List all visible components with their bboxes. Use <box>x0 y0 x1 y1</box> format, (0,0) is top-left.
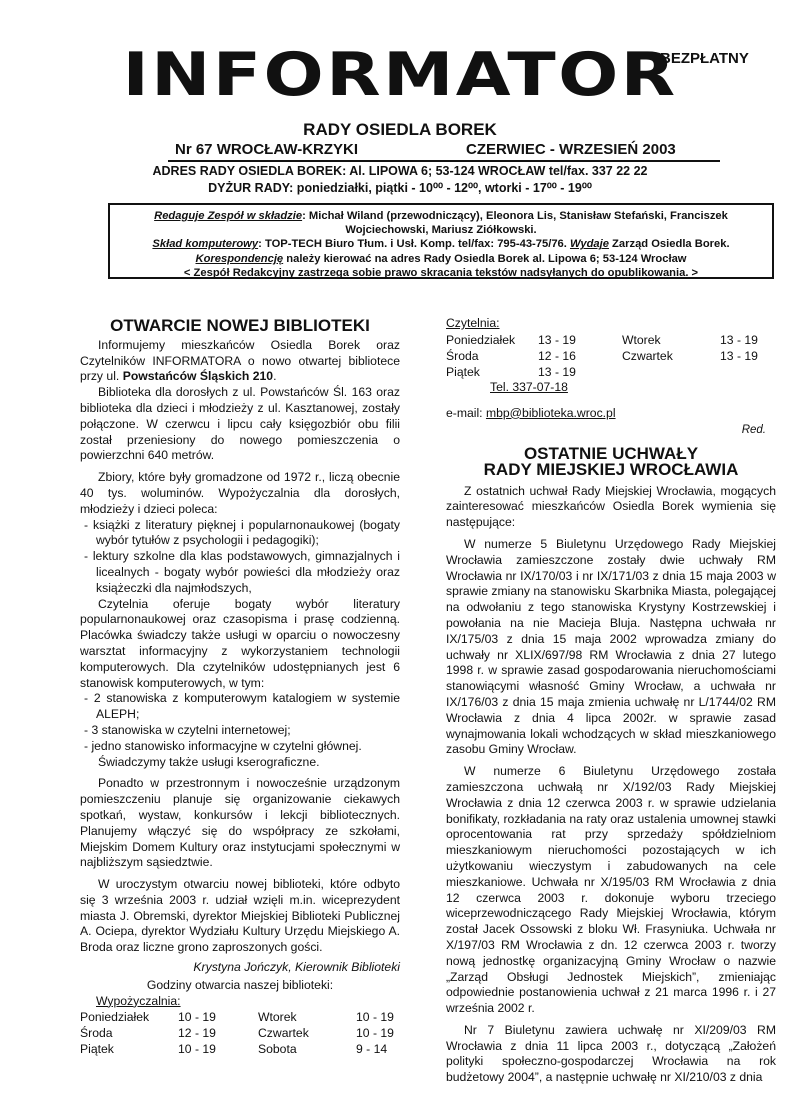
article-library-title: OTWARCIE NOWEJ BIBLIOTEKI <box>110 316 370 335</box>
list-item: - lektury szkolne dla klas podstawowych, gimnazjalnych i licealnych - bogaty wybór powieści dla młodzieży oraz książeczki dla najmłodszych, <box>84 549 400 595</box>
list-item: - książki z literatury pięknej i popularnonaukowej (bogaty wybór tytułów z psychologii i pedagogiki); <box>84 517 400 548</box>
typeset-label: Skład komputerowy <box>152 238 259 251</box>
table-row: Środa 12 - 16 Czwartek 13 - 19 <box>446 348 758 363</box>
correspondence-label: Korespondencję <box>195 252 284 265</box>
table-row: Poniedziałek 10 - 19 Wtorek 10 - 19 <box>80 1010 394 1025</box>
editorial-box <box>108 203 774 279</box>
council-address: ADRES RADY OSIEDLA BOREK: Al. LIPOWA 6; 53-124 WROCŁAW tel/fax. 337 22 22 <box>152 164 648 178</box>
subtitle: RADY OSIEDLA BOREK <box>303 120 497 139</box>
library-phone: Tel. 337-07-18 <box>490 379 568 394</box>
masthead-title: INFORMATOR <box>122 40 678 110</box>
article-resolutions <box>446 446 776 1086</box>
header-divider <box>168 160 720 162</box>
duty-hours: DYŻUR RADY: poniedziałki, piątki - 10⁰⁰ - 12⁰⁰, wtorki - 17⁰⁰ - 19⁰⁰ <box>208 181 592 195</box>
article-library <box>80 318 400 1057</box>
editorial-note: < Zespół Redakcyjny zastrzega sobie prawo skracania tekstów nadsyłanych do opublikowania. > <box>183 266 699 279</box>
library-email-link[interactable]: mbp@biblioteka.wroc.pl <box>485 405 616 420</box>
publisher-label: Wydaje <box>569 238 609 251</box>
paragraph: Ponadto w przestronnym i nowocześnie urządzonym pomieszczeniu planuje się organizowanie ciekawych spotkań, wystaw, konkursów i lekcji bibliotecznych. Planujemy włączyć się do współpracy ze szkołami, Miejskim Domem Kultury oraz instytucjami społecznymi w najbliższym sąsiedztwie. <box>80 776 400 870</box>
paragraph: Czytelnia oferuje bogaty wybór literatury popularnonaukowej oraz czasopisma i prasę codzienną. Placówka świadczy także usługi w oparciu o nowoczesny warsztat informacyjny z wykorzystaniem technologii komputerowych. Dla czytelników udostępnianych jest 6 stanowisk komputerowych, w tym: <box>80 596 400 690</box>
paragraph: Biblioteka dla dorosłych z ul. Powstańców Śl. 163 oraz biblioteka dla dzieci i młodzieży z ul. Kasztanowej, zostały połączone. W czerwcu i lipcu cały księgozbiór obu filii został przeniesiony do nowego pomieszczenia o powierzchni 640 metrów. <box>80 385 400 463</box>
publisher-text: Zarząd Osiedla Borek. <box>608 238 730 251</box>
reading-room-hours <box>446 316 766 439</box>
typeset-text: : TOP-TECH Biuro Tłum. i Usł. Komp. tel/fax: 795-43-75/76. <box>258 238 567 251</box>
list-item: - 2 stanowiska z komputerowym katalogiem w systemie ALEPH; <box>84 691 400 722</box>
article-resolutions-title-2: RADY MIEJSKIEJ WROCŁAWIA <box>483 459 739 479</box>
editor-signature: Red. <box>741 424 766 437</box>
paragraph: Nr 7 Biuletynu zawiera uchwałę nr XI/209/03 RM Wrocławia z dnia 11 lipca 2003 r., dotyczącą „Założeń polityki społeczno-gospodarczej Wrocławia na rok budżetowy 2004”, a następnie uchwałę nr XI/210/03 z dnia <box>446 1022 776 1085</box>
paragraph: Świadczymy także usługi kserograficzne. <box>98 754 320 769</box>
free-label: BEZPŁATNY <box>660 50 749 67</box>
article-resolutions-title-1: OSTATNIE UCHWAŁY <box>523 444 699 463</box>
table-row: Środa 12 - 19 Czwartek 10 - 19 <box>80 1026 394 1041</box>
paragraph: Informujemy mieszkańców Osiedla Borek oraz Czytelników INFORMATORA o nowo otwartej bibliotece przy ul. Powstańców Śląskich 210. <box>80 337 400 384</box>
library-email-line <box>446 406 766 422</box>
table-row: Piątek 10 - 19 Sobota 9 - 14 <box>80 1042 388 1057</box>
paragraph: Z ostatnich uchwał Rady Miejskiej Wrocławia, mogących zainteresować mieszkańców Osiedla Borek wymienia się następujące: <box>446 483 776 530</box>
lending-label: Wypożyczalnia: <box>96 993 181 1008</box>
reading-label: Czytelnia: <box>446 316 500 330</box>
table-row: Piątek 13 - 19 <box>446 364 576 379</box>
lending-hours-table <box>80 1009 394 1057</box>
reading-hours-table <box>446 332 758 380</box>
hours-title: Godziny otwarcia naszej biblioteki: <box>146 977 334 992</box>
list-item: - jedno stanowisko informacyjne w czytelni głównej. <box>84 738 362 753</box>
paragraph: W uroczystym otwarciu nowej biblioteki, które odbyto się 3 września 2003 r. udział wzięli m.in. wiceprezydent miasta J. Obremski, dyrektor Miejskiej Biblioteki Publicznej A. Ociepa, dyrektor Wydziału Kultury Urzędu Miejskiego A. Broda oraz liczne grono zaproszonych gości. <box>80 877 400 955</box>
paragraph: Zbiory, które były gromadzone od 1972 r., liczą obecnie 40 tys. woluminów. Wypożyczalnia dla dorosłych, młodzieży i dzieci poleca: <box>80 470 400 516</box>
article-signature: Krystyna Jończyk, Kierownik Biblioteki <box>193 960 400 975</box>
correspondence-text: należy kierować na adres Rady Osiedla Borek al. Lipowa 6; 53-124 Wrocław <box>283 252 687 265</box>
issue-date: CZERWIEC - WRZESIEŃ 2003 <box>466 141 676 158</box>
email-label: e-mail: <box>446 405 483 420</box>
issue-number: Nr 67 WROCŁAW-KRZYKI <box>175 141 359 158</box>
team-label: Redaguje Zespół w składzie <box>154 210 303 222</box>
team-text: : Michał Wiland (przewodniczący), Eleonora Lis, Stanisław Stefański, Franciszek Wojciechowski, Mariusz Ziółkowski. <box>302 210 728 237</box>
paragraph: W numerze 5 Biuletynu Urzędowego Rady Miejskiej Wrocławia zamieszczone zostały dwie uchwały RM Wrocławia nr IX/170/03 i nr IX/171/03 z dnia 15 maja 2003 w sprawie zmiany na stanowisku Skarbnika Miasta, polegającej na odwołaniu z tego stanowiska Krystyny Kostrzewskiej i powołania na nie Macieja Bluja. Następna uchwała nr IX/175/03 z dnia 15 maja 2002 wprowadza zmiany do uchwały nr XLIX/697/98 RM Wrocławia z dnia 27 lutego 1998 r. w sprawie zasad gospodarowania nieruchomościami stanowiącymi własność Gminy Wrocław, a uchwała nr IX/176/03 z dnia 15 maja zmienia uchwałę nr L/1744/02 RM Wrocławia z dnia 4 lipca 2002r. w sprawie zasad wynajmowania lokali wchodzących w skład mieszkaniowego zasobu Gminy Wrocław. <box>446 536 776 757</box>
paragraph: W numerze 6 Biuletynu Urzędowego została zamieszczona uchwałą nr X/192/03 Rady Miejskiej Wrocławia z dnia 12 czerwca 2003 r. w sprawie udzielania bonifikaty, rozkładania na raty oraz ustalenia umownej stawki oprocentowania rat przy sprzedaży spółdzielniom mieszkaniowym nieruchomości pozostających w ich użytkowaniu wieczystym i zabudowanych na cele mieszkaniowe. Uchwała nr X/195/03 RM Wrocławia z dnia 12 czerwca 2003 r. dokonuje wyboru trzeciego wiceprzewodniczącego Rady Miejskiej Wrocławia, którym został Jacek Ossowski z bloku Wł. Frasyniuka. Uchwała nr X/197/03 RM Wrocławia z dn. 12 czerwca 2003 r. tworzy nową jednostkę organizacyjną Gminy Wrocław o nazwie „Zarząd Obsługi Jednostek Miejskich”, zmieniając odpowiednie postanowienia uchwał z 21 marca 1996 r. i 27 września 2002 r. <box>446 764 776 1016</box>
table-row: Poniedziałek 13 - 19 Wtorek 13 - 19 <box>446 332 758 347</box>
list-item: - 3 stanowiska w czytelni internetowej; <box>84 722 291 737</box>
